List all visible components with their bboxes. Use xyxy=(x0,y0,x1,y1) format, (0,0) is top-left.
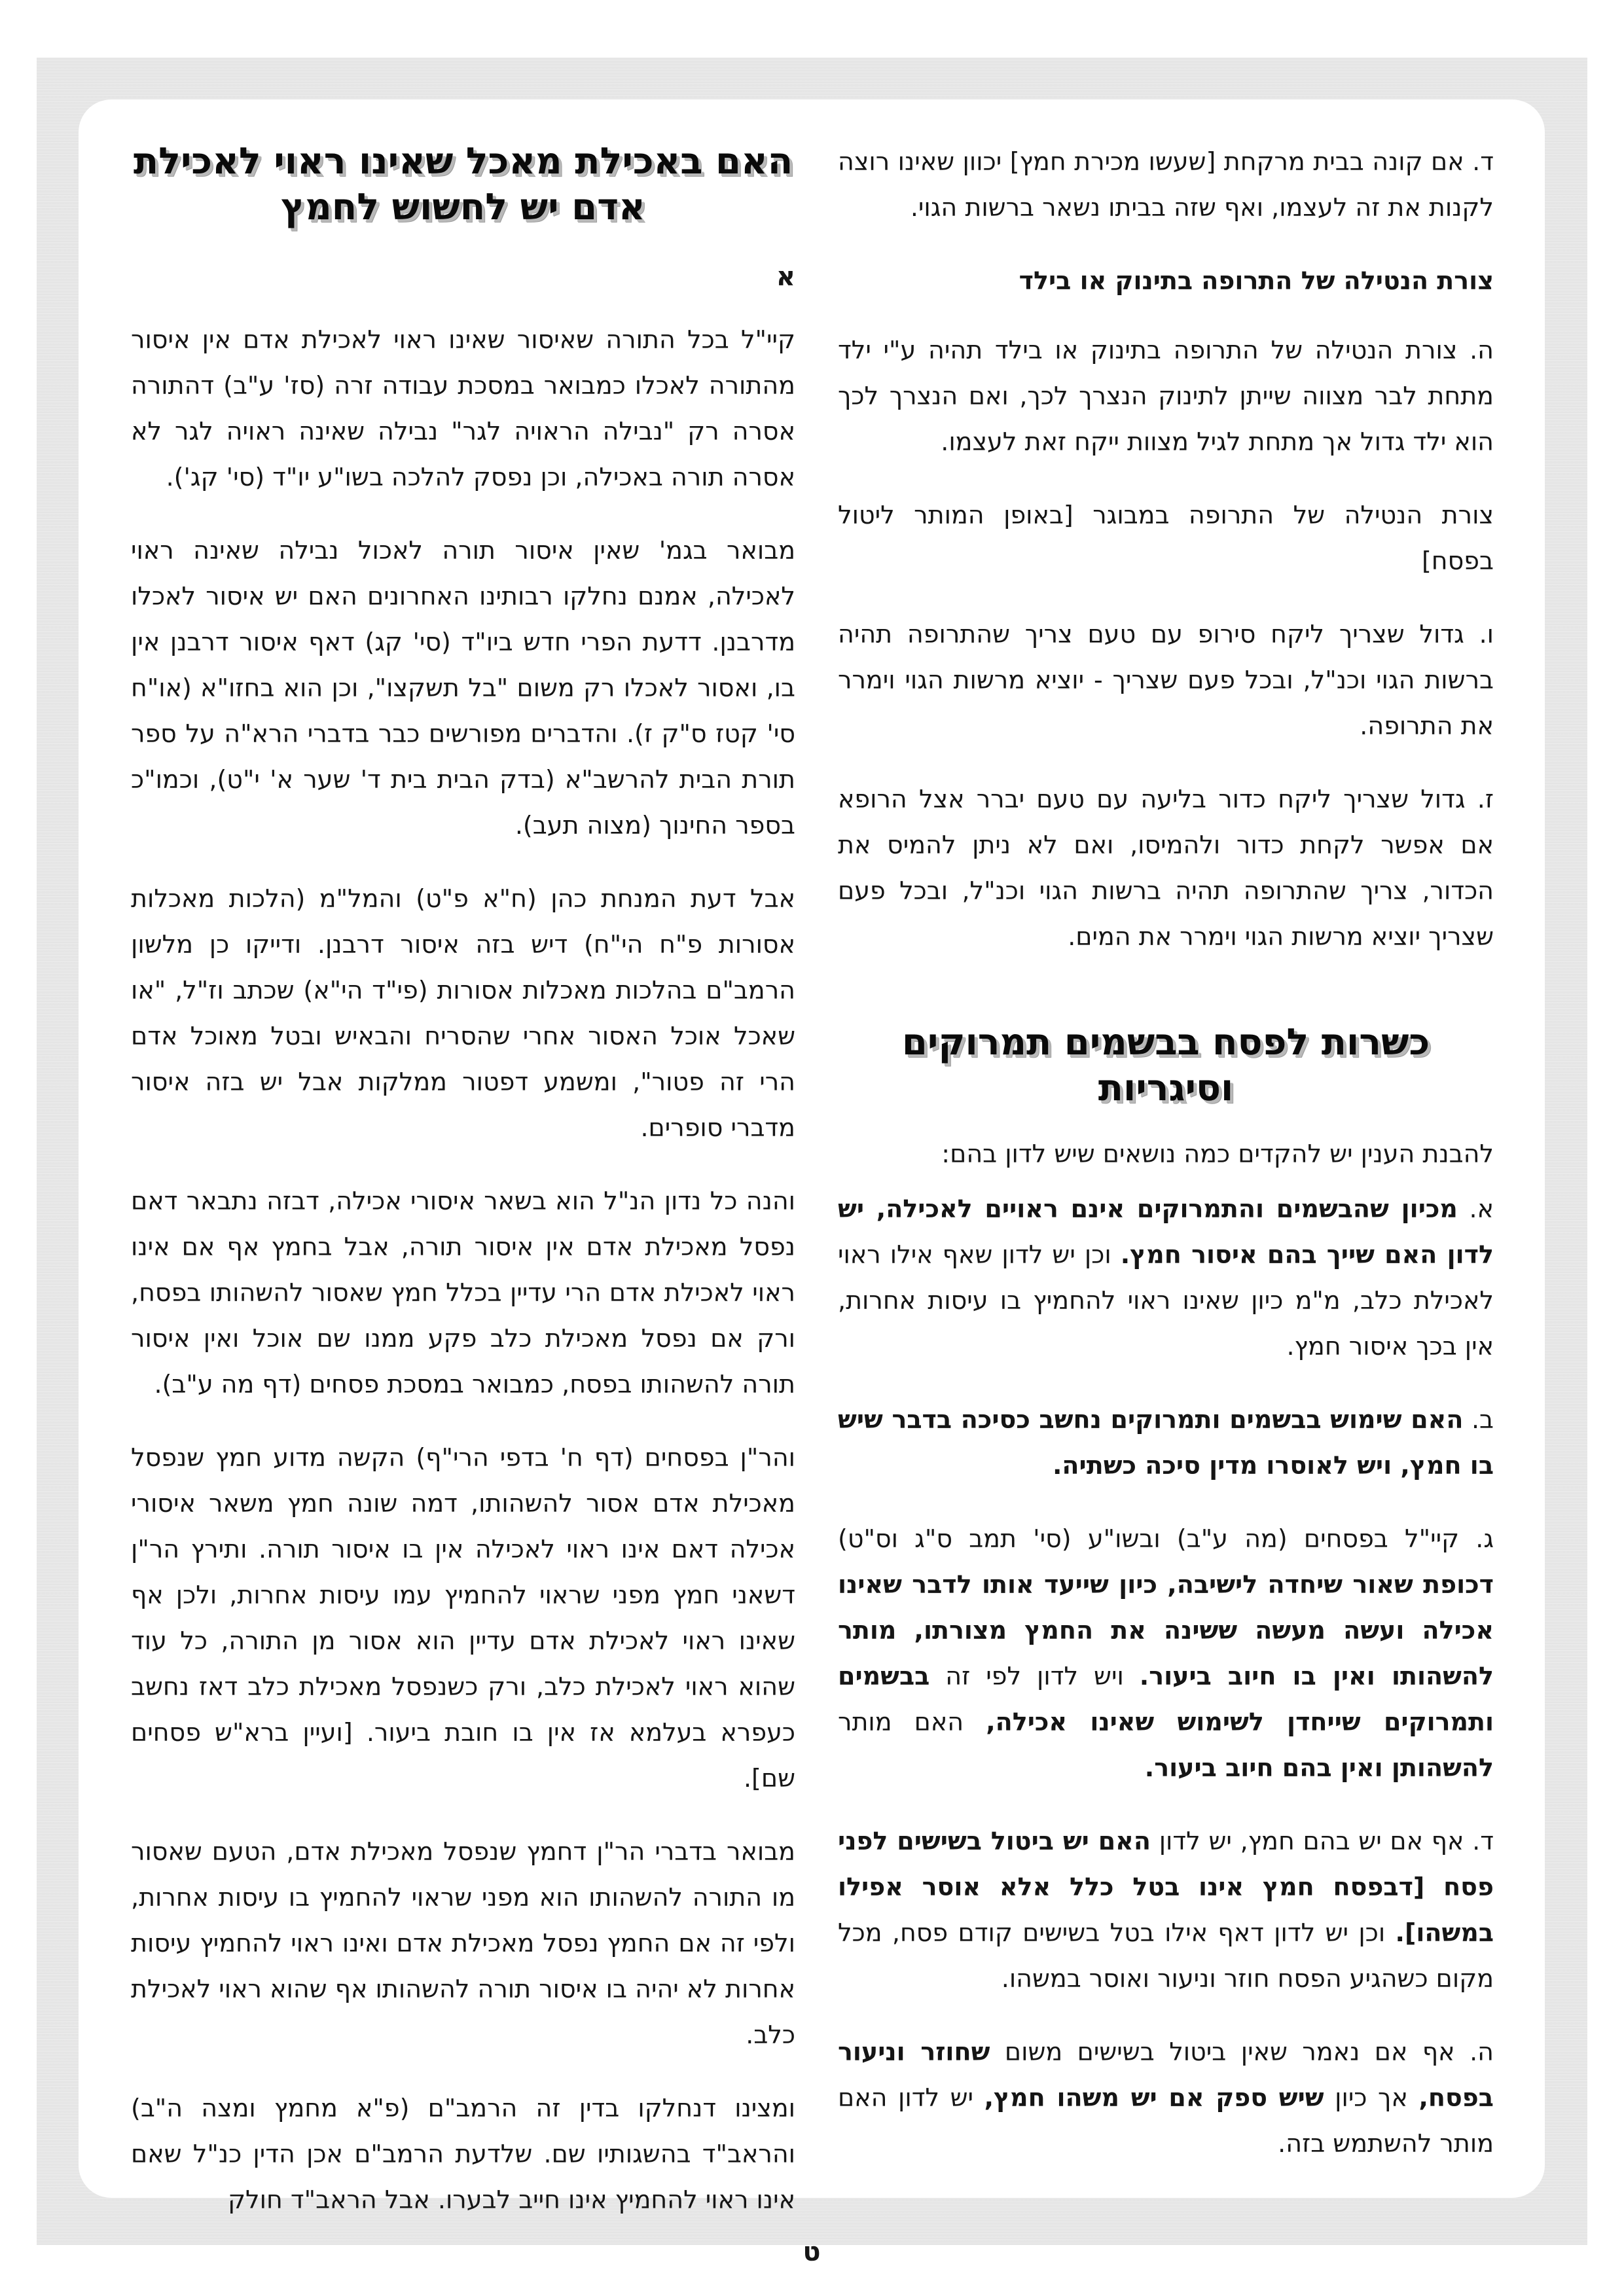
point-gimel-text-2: ויש לדון לפי זה xyxy=(929,1662,1140,1691)
paragraph-zayin: ז. גדול שצריך ליקח כדור בליעה עם טעם יברר אצל הרופא אם אפשר לקחת כדור ולהמיסו, ואם לא ניתן להמיס את הכדור, צריך שהתרופה תהיה ברשות הגוי וכנ"ל, ובכל פעם שצריך יוציא מרשות הגוי וימרר את המים. xyxy=(838,785,1494,951)
section-heading-cosmetics xyxy=(838,1020,1494,1111)
section-subheading: צורת הנטילה של התרופה בתינוק או בילד xyxy=(1019,266,1494,295)
paragraph-1: קיי"ל בכל התורה שאיסור שאינו ראוי לאכילת אדם אין איסור מהתורה לאכלו כמבואר במסכת עבודה זרה (סז' ע"ב) דהתורה אסרה רק "נבילה הראויה לגר" נבילה שאינה ראויה לגר לא אסרה תורה באכילה, וכן נפסק להלכה בשו"ע יו"ד (סי' קג'). xyxy=(131,325,795,492)
point-dalet xyxy=(838,1818,1494,2001)
point-bet-prefix: ב. xyxy=(1463,1405,1494,1434)
heading-line-1: האם באכילת מאכל שאינו ראוי לאכילת xyxy=(133,140,793,183)
left-column xyxy=(131,139,795,2250)
content-panel xyxy=(79,99,1545,2214)
paragraph-heh: ה. צורת הנטילה של התרופה בתינוק או בילד תהיה ע"י ילד מתחת לבר מצווה שייתן לתינוק הנצרך לכך, ואם הנצרך לכך הוא ילד גדול אך מתחת לגיל מצוות ייקח זאת לעצמו. xyxy=(838,336,1494,456)
heading-line-2: אדם יש לחשוש לחמץ xyxy=(281,186,645,228)
paragraph-5: והר"ן בפסחים (דף ח' בדפי הרי"ף) הקשה מדוע חמץ שנפסל מאכילת אדם אסור להשהותו, דמה שונה חמץ משאר איסורי אכילה דאם אינו ראוי לאכילה אין בו איסור תורה. ותירץ הר"ן דשאני חמץ מפני שראוי להחמיץ עמו עיסות אחרות, ולכן אף שאינו ראוי לאכילת אדם עדיין הוא אסור מן התורה, כל עוד שהוא ראוי לאכילת כלב, ורק כשנפסל מאכילת כלב דאז נחשב כעפרא בעלמא אז אין בו חובת ביעור. [ועיין ברא"ש פסחים שם]. xyxy=(131,1443,795,1793)
paragraph-vav: ו. גדול שצריך ליקח סירופ עם טעם צריך שהתרופה תהיה ברשות הגוי וכנ"ל, ובכל פעם שצריך - יוציא מרשות הגוי וימרר את התרופה. xyxy=(838,620,1494,740)
point-heh-text-1: ה. אף אם נאמר שאין ביטול בשישים משום xyxy=(990,2037,1494,2066)
paragraph-6: מבואר בדברי הר"ן דחמץ שנפסל מאכילת אדם, הטעם שאסור מו התורה להשהותו הוא מפני שראוי להחמיץ בו עיסות אחרות, ולפי זה אם החמץ נפסל מאכילת אדם ואינו ראוי להחמיץ עיסות אחרות לא יהיה בו איסור תורה להשהותו אף שהוא ראוי לאכילת כלב. xyxy=(131,1837,795,2049)
paragraph-adult: צורת הנטילה של התרופה במבוגר [באופן המותר ליטול בפסח] xyxy=(838,501,1494,575)
paragraph-3: אבל דעת המנחת כהן (ח"א פ"ט) והמל"מ (הלכות מאכלות אסורות פ"ח הי"ח) דיש בזה איסור דרבנן. ודייקו כן מלשון הרמב"ם בהלכות מאכלות אסורות (פי"ד הי"א) שכתב וז"ל, "או שאכל אוכל האסור אחרי שהסריח והבאיש ובטל מאוכל אדם הרי זה פטור", ומשמע דפטור ממלקות אבל יש בזה איסור מדברי סופרים. xyxy=(131,884,795,1142)
intro-paragraph: להבנת הענין יש להקדים כמה נושאים שיש לדון בהם: xyxy=(941,1139,1494,1168)
point-gimel-bold-2: בבשמים ותמרוקים שייחדן לשימוש שאינו אכילה, xyxy=(838,1662,1494,1736)
section-letter: א xyxy=(776,262,795,292)
point-heh xyxy=(838,2029,1494,2166)
point-gimel-text-1: ג. קיי"ל בפסחים (מה ע"ב) ובשו"ע (סי' תמב ס"ג וס"ט) xyxy=(838,1524,1494,1553)
point-bet xyxy=(838,1397,1494,1488)
paragraph-dalet: ד. אם קונה בבית מרקחת [שעשו מכירת חמץ] יכוון שאינו רוצה לקנות את זה לעצמו, ואף שזה בביתו נשאר ברשות הגוי. xyxy=(838,147,1494,222)
paragraph-7: ומצינו דנחלקו בדין זה הרמב"ם (פ"א מחמץ ומצה ה"ב) והראב"ד בהשגותיו שם. שלדעת הרמב"ם אכן הדין כנ"ל שאם אינו ראוי להחמיץ אינו חייב לבערו. אבל הראב"ד חולק xyxy=(131,2094,795,2214)
point-heh-text-2: אך כיון xyxy=(1324,2083,1419,2112)
point-gimel-bold-3: להשהותן ואין בהם חיוב ביעור. xyxy=(1144,1753,1494,1782)
point-alef-rest: וכן יש לדון שאף אילו ראוי לאכילת כלב, מ"מ כיון שאינו ראוי להחמיץ בו עיסות אחרות, אין בכך איסור חמץ. xyxy=(838,1240,1494,1361)
point-alef xyxy=(838,1186,1494,1369)
point-gimel-text-3: האם מותר xyxy=(838,1708,986,1736)
section-heading-inedible xyxy=(131,139,795,230)
point-alef-prefix: א. xyxy=(1457,1194,1494,1223)
point-gimel-bold-1: דכופת שאור שיחדה לישיבה, כיון שייעד אותו לדבר שאינו אכילה ועשה מעשה ששינה את החמץ מצורתו, מותר להשהותו ואין בו חיוב ביעור. xyxy=(838,1570,1494,1691)
heading-line-1: כשרות לפסח בבשמים תמרוקים xyxy=(901,1021,1430,1064)
point-bet-bold: האם שימוש בבשמים ותמרוקים נחשב כסיכה בדבר שיש בו חמץ, ויש לאוסרו מדין סיכה כשתיה. xyxy=(838,1405,1494,1480)
right-column xyxy=(838,139,1494,2194)
point-heh-bold-1: שחוזר וניעור בפסח, xyxy=(838,2037,1494,2112)
paragraph-2: מבואר בגמ' שאין איסור תורה לאכול נבילה שאינה ראוי לאכילה, אמנם נחלקו רבותינו האחרונים האם יש איסור לאכלו מדרבנן. דדעת הפרי חדש ביו"ד (סי' קג) דאף איסור דרבנן אין בו, ואסור לאכלו רק משום "בל תשקצו", וכן הוא בחזו"א (או"ח סי' קטז ס"ק ז). והדברים מפורשים כבר בדברי הרא"ה על ספר תורת הבית להרשב"א (בדק הבית בית ד' שער א' י"ט), וכמו"כ בספר החינוך (מצוה תעב). xyxy=(131,536,795,840)
point-dalet-text-1: ד. אף אם יש בהם חמץ, יש לדון xyxy=(1150,1827,1494,1856)
point-heh-bold-2: שיש ספק אם יש משהו חמץ, xyxy=(984,2083,1324,2112)
point-heh-text-3: יש לדון האם מותר להשתמש בזה. xyxy=(838,2083,1494,2158)
heading-line-2: וסיגריות xyxy=(1098,1067,1234,1109)
point-dalet-bold-1: האם יש ביטול בשישים לפני פסח [דבפסח חמץ אינו בטל כלל אלא אוסר אפילו במשהו]. xyxy=(838,1827,1494,1947)
paragraph-4: והנה כל נדון הנ"ל הוא בשאר איסורי אכילה, דבזה נתבאר דאם נפסל מאכילת אדם אין איסור תורה, אבל בחמץ אף אם אינו ראוי לאכילת אדם הרי עדיין בכלל חמץ שאסור להשהותו בפסח, ורק אם נפסל מאכילת כלב פקע ממנו שם אוכל ואין איסור תורה להשהותו בפסח, כמבואר במסכת פסחים (דף מה ע"ב). xyxy=(131,1187,795,1399)
point-dalet-text-2: וכן יש לדון דאף אילו בטל בשישים קודם פסח, מכל מקום כשהגיע הפסח חוזר וניעור ואוסר במשהו. xyxy=(838,1918,1494,1993)
point-alef-bold: מכיון שהבשמים והתמרוקים אינם ראויים לאכילה, יש לדון האם שייך בהם איסור חמץ. xyxy=(838,1194,1494,1269)
point-gimel xyxy=(838,1516,1494,1791)
page-number: ט xyxy=(803,2237,821,2267)
